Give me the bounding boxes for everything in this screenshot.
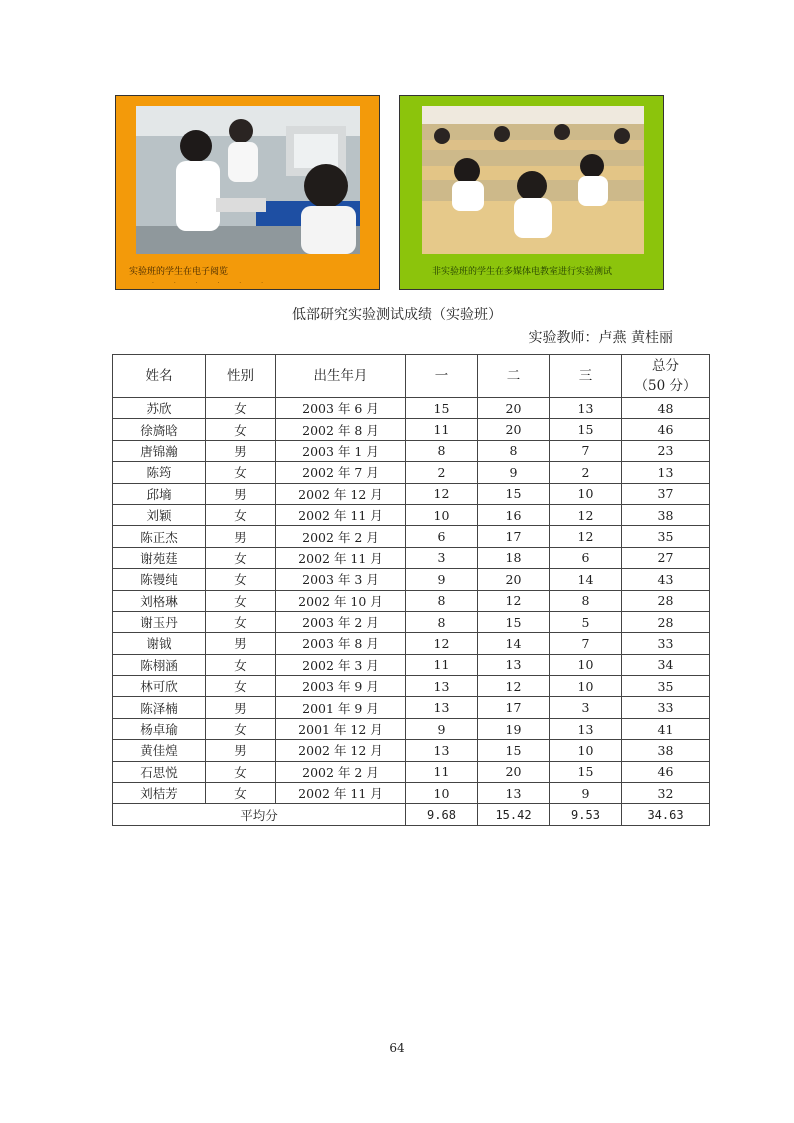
cell-part-2: 18: [478, 547, 550, 568]
cell-part-1: 12: [406, 483, 478, 504]
cell-part-3: 15: [550, 761, 622, 782]
cell-part-1: 11: [406, 654, 478, 675]
cell-name: 苏欣: [113, 398, 206, 419]
cell-part-3: 10: [550, 740, 622, 761]
cell-birth: 2002 年 2 月: [276, 526, 406, 547]
table-title: 低部研究实验测试成绩（实验班）: [292, 307, 502, 323]
cell-part-3: 7: [550, 633, 622, 654]
cell-part-1: 9: [406, 569, 478, 590]
table-row: [113, 697, 710, 718]
cell-name: 陈正杰: [113, 526, 206, 547]
cell-name: 陈泽楠: [113, 697, 206, 718]
table-row: [113, 761, 710, 782]
cell-total: 46: [622, 761, 710, 782]
cell-birth: 2002 年 11 月: [276, 504, 406, 525]
cell-name: 谢钺: [113, 633, 206, 654]
cell-birth: 2002 年 3 月: [276, 654, 406, 675]
cell-part-1: 13: [406, 697, 478, 718]
table-row: [113, 440, 710, 461]
table-row: [113, 590, 710, 611]
table-row: [113, 740, 710, 761]
cell-name: 刘桔芳: [113, 783, 206, 804]
cell-birth: 2002 年 8 月: [276, 419, 406, 440]
cell-gender: 女: [206, 504, 276, 525]
cell-birth: 2002 年 2 月: [276, 761, 406, 782]
cell-birth: 2002 年 7 月: [276, 462, 406, 483]
classroom-computer-photo: [136, 106, 360, 254]
cell-birth: 2003 年 9 月: [276, 676, 406, 697]
cell-gender: 男: [206, 526, 276, 547]
cell-gender: 女: [206, 761, 276, 782]
cell-name: 刘格琳: [113, 590, 206, 611]
table-row: [113, 462, 710, 483]
caption-dots: · · · · · ·: [152, 280, 272, 287]
cell-total: 28: [622, 590, 710, 611]
table-row: [113, 569, 710, 590]
cell-birth: 2002 年 11 月: [276, 783, 406, 804]
cell-part-3: 12: [550, 526, 622, 547]
average-row: [113, 804, 710, 825]
average-value: 34.63: [622, 804, 710, 825]
cell-total: 35: [622, 526, 710, 547]
cell-name: 刘颖: [113, 504, 206, 525]
cell-birth: 2003 年 2 月: [276, 611, 406, 632]
table-row: [113, 676, 710, 697]
cell-birth: 2001 年 9 月: [276, 697, 406, 718]
cell-birth: 2003 年 1 月: [276, 440, 406, 461]
cell-gender: 女: [206, 547, 276, 568]
scores-body: [113, 398, 710, 826]
cell-part-3: 15: [550, 419, 622, 440]
cell-gender: 女: [206, 718, 276, 739]
cell-part-3: 6: [550, 547, 622, 568]
header-total-label: 总分: [652, 358, 679, 374]
cell-total: 28: [622, 611, 710, 632]
cell-part-2: 17: [478, 697, 550, 718]
cell-name: 邱墒: [113, 483, 206, 504]
cell-name: 陈栩涵: [113, 654, 206, 675]
cell-part-1: 2: [406, 462, 478, 483]
cell-total: 43: [622, 569, 710, 590]
table-row: [113, 654, 710, 675]
cell-part-1: 12: [406, 633, 478, 654]
cell-part-2: 17: [478, 526, 550, 547]
table-row: [113, 398, 710, 419]
cell-part-3: 13: [550, 718, 622, 739]
cell-birth: 2002 年 11 月: [276, 547, 406, 568]
cell-part-3: 10: [550, 676, 622, 697]
teachers-line: 实验教师：卢燕 黄桂丽: [528, 330, 673, 346]
cell-part-2: 15: [478, 611, 550, 632]
cell-part-1: 11: [406, 419, 478, 440]
cell-gender: 女: [206, 569, 276, 590]
cell-part-2: 20: [478, 569, 550, 590]
cell-part-1: 13: [406, 676, 478, 697]
left-photo-caption: 实验班的学生在电子阅览: [129, 267, 229, 277]
cell-total: 27: [622, 547, 710, 568]
average-label: 平均分: [113, 804, 406, 825]
cell-part-1: 10: [406, 504, 478, 525]
cell-total: 23: [622, 440, 710, 461]
cell-gender: 女: [206, 462, 276, 483]
table-row: [113, 547, 710, 568]
table-row: [113, 783, 710, 804]
cell-part-2: 20: [478, 398, 550, 419]
table-row: [113, 526, 710, 547]
cell-part-3: 7: [550, 440, 622, 461]
cell-part-1: 11: [406, 761, 478, 782]
cell-birth: 2002 年 10 月: [276, 590, 406, 611]
cell-name: 石思悦: [113, 761, 206, 782]
cell-part-1: 13: [406, 740, 478, 761]
cell-part-1: 8: [406, 611, 478, 632]
average-value: 15.42: [478, 804, 550, 825]
cell-total: 41: [622, 718, 710, 739]
cell-name: 林可欣: [113, 676, 206, 697]
header-total: [622, 355, 710, 398]
cell-total: 46: [622, 419, 710, 440]
cell-part-3: 12: [550, 504, 622, 525]
cell-name: 唐锦瀚: [113, 440, 206, 461]
header-name: 姓名: [113, 355, 206, 398]
scores-table: [112, 354, 710, 826]
cell-gender: 男: [206, 440, 276, 461]
cell-name: 陈镘纯: [113, 569, 206, 590]
cell-part-3: 9: [550, 783, 622, 804]
average-value: 9.68: [406, 804, 478, 825]
cell-gender: 男: [206, 697, 276, 718]
cell-name: 谢苑莛: [113, 547, 206, 568]
cell-total: 13: [622, 462, 710, 483]
photo-frame-left: [115, 95, 380, 290]
cell-part-2: 13: [478, 783, 550, 804]
cell-part-2: 15: [478, 483, 550, 504]
cell-birth: 2003 年 8 月: [276, 633, 406, 654]
cell-part-2: 19: [478, 718, 550, 739]
cell-name: 黄佳煌: [113, 740, 206, 761]
header-gender: 性别: [206, 355, 276, 398]
cell-total: 32: [622, 783, 710, 804]
cell-gender: 女: [206, 783, 276, 804]
cell-gender: 男: [206, 483, 276, 504]
cell-part-3: 13: [550, 398, 622, 419]
cell-gender: 女: [206, 676, 276, 697]
cell-birth: 2002 年 12 月: [276, 740, 406, 761]
cell-total: 33: [622, 697, 710, 718]
cell-total: 48: [622, 398, 710, 419]
cell-part-3: 10: [550, 483, 622, 504]
cell-gender: 女: [206, 398, 276, 419]
cell-part-2: 12: [478, 590, 550, 611]
cell-part-2: 20: [478, 761, 550, 782]
cell-part-2: 8: [478, 440, 550, 461]
header-part-3: 三: [550, 355, 622, 398]
photo-frame-right: [399, 95, 664, 290]
cell-total: 35: [622, 676, 710, 697]
cell-total: 38: [622, 504, 710, 525]
cell-part-2: 9: [478, 462, 550, 483]
cell-birth: 2002 年 12 月: [276, 483, 406, 504]
cell-part-1: 8: [406, 440, 478, 461]
cell-part-3: 3: [550, 697, 622, 718]
cell-part-2: 12: [478, 676, 550, 697]
table-row: [113, 611, 710, 632]
cell-part-3: 8: [550, 590, 622, 611]
cell-part-2: 16: [478, 504, 550, 525]
right-photo-caption: 非实验班的学生在多媒体电教室进行实验测试: [432, 267, 613, 277]
cell-part-1: 6: [406, 526, 478, 547]
header-total-max: （50 分）: [634, 378, 697, 394]
cell-name: 徐旖晗: [113, 419, 206, 440]
cell-name: 陈筠: [113, 462, 206, 483]
cell-gender: 男: [206, 740, 276, 761]
cell-part-1: 8: [406, 590, 478, 611]
cell-part-2: 13: [478, 654, 550, 675]
cell-gender: 男: [206, 633, 276, 654]
cell-total: 33: [622, 633, 710, 654]
cell-total: 34: [622, 654, 710, 675]
cell-part-1: 10: [406, 783, 478, 804]
cell-part-2: 15: [478, 740, 550, 761]
cell-part-2: 14: [478, 633, 550, 654]
page-number: 64: [389, 1041, 405, 1055]
cell-birth: 2001 年 12 月: [276, 718, 406, 739]
header-part-1: 一: [406, 355, 478, 398]
cell-part-1: 15: [406, 398, 478, 419]
header-birth: 出生年月: [276, 355, 406, 398]
cell-birth: 2003 年 3 月: [276, 569, 406, 590]
cell-name: 杨卓瑜: [113, 718, 206, 739]
cell-total: 38: [622, 740, 710, 761]
table-row: [113, 483, 710, 504]
cell-part-2: 20: [478, 419, 550, 440]
cell-name: 谢玉丹: [113, 611, 206, 632]
table-row: [113, 633, 710, 654]
average-value: 9.53: [550, 804, 622, 825]
cell-part-1: 3: [406, 547, 478, 568]
cell-part-1: 9: [406, 718, 478, 739]
cell-birth: 2003 年 6 月: [276, 398, 406, 419]
table-row: [113, 504, 710, 525]
cell-part-3: 2: [550, 462, 622, 483]
table-header-row: [113, 355, 710, 398]
cell-gender: 女: [206, 611, 276, 632]
cell-total: 37: [622, 483, 710, 504]
table-row: [113, 419, 710, 440]
table-row: [113, 718, 710, 739]
cell-part-3: 10: [550, 654, 622, 675]
cell-gender: 女: [206, 419, 276, 440]
multimedia-classroom-photo: [422, 106, 644, 254]
cell-gender: 女: [206, 590, 276, 611]
cell-part-3: 14: [550, 569, 622, 590]
header-part-2: 二: [478, 355, 550, 398]
cell-part-3: 5: [550, 611, 622, 632]
cell-gender: 女: [206, 654, 276, 675]
